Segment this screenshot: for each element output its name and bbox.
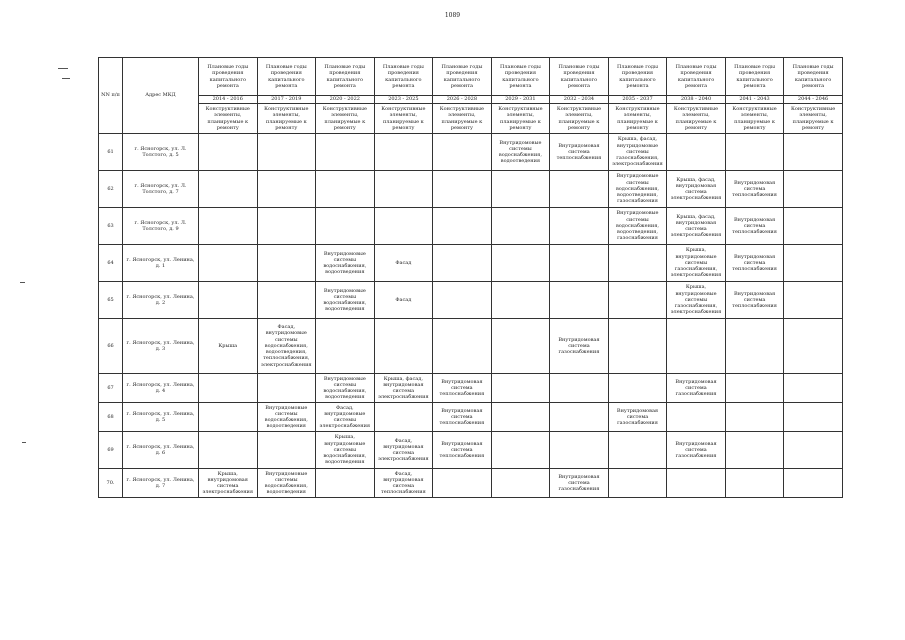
schedule-cell: Внутридомовые системы водоснабжения, водоотведения, газоснабжения: [608, 171, 667, 208]
header-period-years: 2044 - 2046: [784, 96, 843, 104]
schedule-cell: [491, 171, 550, 208]
header-elements-label: Конструктивные элементы, планируемые к ремонту: [374, 104, 433, 134]
table-row: [99, 134, 843, 171]
schedule-cell: [257, 134, 316, 171]
schedule-cell: Крыша, фасад, внутридомовая система электроснабжения: [374, 374, 433, 403]
schedule-cell: Внутридомовая система теплоснабжения: [433, 374, 492, 403]
schedule-cell: [199, 245, 258, 282]
schedule-cell: [784, 134, 843, 171]
schedule-cell: Внутридомовая система теплоснабжения: [433, 403, 492, 432]
header-elements-label: Конструктивные элементы, планируемые к ремонту: [784, 104, 843, 134]
table-row: [99, 432, 843, 469]
header-period-label: Плановые годы проведения капитального ремонта: [784, 58, 843, 96]
header-period-years: 2032 - 2034: [550, 96, 609, 104]
schedule-cell: [374, 319, 433, 374]
header-elements-label: Конструктивные элементы, планируемые к ремонту: [316, 104, 375, 134]
schedule-cell: [550, 374, 609, 403]
schedule-cell: Внутридомовые системы водоснабжения, водоотведения: [491, 134, 550, 171]
row-address: г. Ясногорск, ул. Ленина, д. 6: [123, 432, 199, 469]
schedule-cell: Фасад: [374, 282, 433, 319]
schedule-cell: [784, 403, 843, 432]
row-address: г. Ясногорск, ул. Ленина, д. 4: [123, 374, 199, 403]
schedule-cell: [374, 171, 433, 208]
schedule-cell: [316, 134, 375, 171]
schedule-cell: [784, 208, 843, 245]
schedule-cell: [199, 282, 258, 319]
schedule-cell: Внутридомовые системы водоснабжения, водоотведения: [257, 469, 316, 498]
schedule-cell: [491, 208, 550, 245]
schedule-cell: Внутридомовая система газоснабжения: [667, 432, 726, 469]
schedule-cell: [374, 208, 433, 245]
schedule-cell: [550, 208, 609, 245]
row-number: 69: [99, 432, 123, 469]
header-period-years: 2020 - 2022: [316, 96, 375, 104]
table-row: [99, 374, 843, 403]
schedule-cell: [667, 403, 726, 432]
header-period-years: 2029 - 2031: [491, 96, 550, 104]
header-period-label: Плановые годы проведения капитального ремонта: [667, 58, 726, 96]
schedule-cell: [433, 319, 492, 374]
header-period-label: Плановые годы проведения капитального ремонта: [491, 58, 550, 96]
header-elements-label: Конструктивные элементы, планируемые к ремонту: [667, 104, 726, 134]
table-row: [99, 171, 843, 208]
schedule-cell: [550, 245, 609, 282]
header-period-years: 2014 - 2016: [199, 96, 258, 104]
schedule-cell: [550, 403, 609, 432]
schedule-cell: Фасад, внутридомовые системы электроснабжения: [316, 403, 375, 432]
schedule-cell: [725, 432, 784, 469]
capital-repair-schedule-table: [98, 57, 843, 498]
schedule-cell: Внутридомовая система теплоснабжения: [433, 432, 492, 469]
schedule-cell: [784, 245, 843, 282]
schedule-cell: [199, 403, 258, 432]
header-elements-label: Конструктивные элементы, планируемые к ремонту: [433, 104, 492, 134]
row-number: 65: [99, 282, 123, 319]
schedule-cell: Крыша, фасад, внутридомовые системы газоснабжения, электроснабжения: [608, 134, 667, 171]
schedule-cell: Внутридомовая система теплоснабжения: [725, 282, 784, 319]
header-period-label: Плановые годы проведения капитального ремонта: [725, 58, 784, 96]
schedule-cell: Крыша, внутридомовые системы водоснабжения, водоотведения: [316, 432, 375, 469]
schedule-cell: Внутридомовые системы водоснабжения, водоотведения: [316, 374, 375, 403]
schedule-cell: [199, 134, 258, 171]
header-period-years: 2041 - 2043: [725, 96, 784, 104]
header-period-label: Плановые годы проведения капитального ремонта: [316, 58, 375, 96]
schedule-cell: [725, 374, 784, 403]
schedule-cell: Внутридомовая система газоснабжения: [550, 469, 609, 498]
schedule-cell: [257, 374, 316, 403]
margin-mark: [62, 78, 70, 79]
header-elements-label: Конструктивные элементы, планируемые к ремонту: [725, 104, 784, 134]
header-address: Адрес МКД: [123, 58, 199, 134]
schedule-cell: [608, 469, 667, 498]
schedule-cell: Крыша: [199, 319, 258, 374]
schedule-cell: [374, 403, 433, 432]
schedule-cell: [784, 171, 843, 208]
schedule-cell: [433, 134, 492, 171]
table-row: [99, 403, 843, 432]
schedule-cell: [491, 245, 550, 282]
schedule-cell: [608, 432, 667, 469]
schedule-cell: [725, 319, 784, 374]
row-number: 68: [99, 403, 123, 432]
row-address: г. Ясногорск, ул. Ленина, д. 3: [123, 319, 199, 374]
row-address: г. Ясногорск, ул. Ленина, д. 5: [123, 403, 199, 432]
header-period-label: Плановые годы проведения капитального ремонта: [550, 58, 609, 96]
header-period-label: Плановые годы проведения капитального ремонта: [374, 58, 433, 96]
schedule-cell: Внутридомовая система газоснабжения: [608, 403, 667, 432]
row-address: г. Ясногорск, ул. Л. Толстого, д. 7: [123, 171, 199, 208]
schedule-cell: [316, 319, 375, 374]
header-elements-label: Конструктивные элементы, планируемые к ремонту: [550, 104, 609, 134]
header-period-label: Плановые годы проведения капитального ремонта: [199, 58, 258, 96]
table-row: [99, 469, 843, 498]
schedule-cell: [491, 432, 550, 469]
schedule-cell: [667, 469, 726, 498]
row-address: г. Ясногорск, ул. Ленина, д. 1: [123, 245, 199, 282]
schedule-cell: [784, 432, 843, 469]
margin-mark: [58, 68, 68, 69]
page-number: 1089: [444, 12, 461, 19]
schedule-cell: [257, 245, 316, 282]
header-period-years: 2017 - 2019: [257, 96, 316, 104]
header-period-years: 2026 - 2028: [433, 96, 492, 104]
schedule-cell: [433, 469, 492, 498]
schedule-cell: [433, 208, 492, 245]
row-number: 62: [99, 171, 123, 208]
row-number: 67: [99, 374, 123, 403]
schedule-cell: [491, 469, 550, 498]
schedule-cell: [667, 134, 726, 171]
header-period-years: 2023 - 2025: [374, 96, 433, 104]
header-elements-label: Конструктивные элементы, планируемые к ремонту: [491, 104, 550, 134]
schedule-cell: [725, 134, 784, 171]
row-address: г. Ясногорск, ул. Ленина, д. 7: [123, 469, 199, 498]
schedule-cell: Фасад, внутридомовая система электроснабжения: [374, 432, 433, 469]
row-address: г. Ясногорск, ул. Л. Толстого, д. 5: [123, 134, 199, 171]
schedule-cell: Внутридомовая система газоснабжения: [667, 374, 726, 403]
schedule-cell: Внутридомовая система теплоснабжения: [725, 208, 784, 245]
table-row: [99, 245, 843, 282]
row-address: г. Ясногорск, ул. Л. Толстого, д. 9: [123, 208, 199, 245]
margin-mark: [20, 282, 25, 283]
schedule-cell: [199, 171, 258, 208]
row-number: 61: [99, 134, 123, 171]
schedule-cell: Крыша, внутридомовая система электроснабжения: [199, 469, 258, 498]
schedule-cell: Внутридомовые системы водоснабжения, водоотведения: [257, 403, 316, 432]
header-period-years: 2035 - 2037: [608, 96, 667, 104]
schedule-cell: [433, 282, 492, 319]
schedule-cell: Крыша, фасад, внутридомовая система электроснабжения: [667, 171, 726, 208]
schedule-cell: [257, 432, 316, 469]
header-elements-label: Конструктивные элементы, планируемые к ремонту: [608, 104, 667, 134]
schedule-cell: Внутридомовая система газоснабжения: [550, 319, 609, 374]
schedule-cell: [257, 171, 316, 208]
schedule-cell: [608, 282, 667, 319]
schedule-cell: [433, 245, 492, 282]
schedule-cell: Крыша, фасад, внутридомовая система электроснабжения: [667, 208, 726, 245]
schedule-cell: [725, 403, 784, 432]
table-row: [99, 208, 843, 245]
schedule-cell: [491, 282, 550, 319]
schedule-cell: [199, 208, 258, 245]
row-number: 66: [99, 319, 123, 374]
schedule-cell: [433, 171, 492, 208]
schedule-cell: Фасад: [374, 245, 433, 282]
header-period-label: Плановые годы проведения капитального ремонта: [608, 58, 667, 96]
table-row: [99, 319, 843, 374]
schedule-cell: [550, 432, 609, 469]
schedule-cell: Внутридомовая система теплоснабжения: [550, 134, 609, 171]
schedule-cell: [784, 319, 843, 374]
schedule-cell: [199, 432, 258, 469]
schedule-cell: Крыша, внутридомовые системы газоснабжения, электроснабжения: [667, 282, 726, 319]
schedule-cell: [784, 374, 843, 403]
schedule-cell: [199, 374, 258, 403]
row-address: г. Ясногорск, ул. Ленина, д. 2: [123, 282, 199, 319]
schedule-cell: Фасад, внутридомовые системы водоснабжения, водоотведения, теплоснабжения, электроснабжения: [257, 319, 316, 374]
schedule-cell: [550, 171, 609, 208]
row-number: 63: [99, 208, 123, 245]
schedule-cell: Внутридомовые системы водоснабжения, водоотведения: [316, 245, 375, 282]
schedule-cell: Внутридомовая система теплоснабжения: [725, 171, 784, 208]
schedule-cell: [374, 134, 433, 171]
schedule-cell: [316, 171, 375, 208]
schedule-cell: Внутридомовые системы водоснабжения, водоотведения, газоснабжения: [608, 208, 667, 245]
header-period-label: Плановые годы проведения капитального ремонта: [257, 58, 316, 96]
schedule-cell: Внутридомовые системы водоснабжения, водоотведения: [316, 282, 375, 319]
schedule-cell: [784, 469, 843, 498]
schedule-cell: [608, 374, 667, 403]
schedule-cell: [257, 208, 316, 245]
row-number: 70.: [99, 469, 123, 498]
schedule-cell: [491, 403, 550, 432]
schedule-cell: [491, 319, 550, 374]
schedule-cell: [784, 282, 843, 319]
schedule-cell: [725, 469, 784, 498]
schedule-cell: Крыша, внутридомовые системы газоснабжения, электроснабжения: [667, 245, 726, 282]
margin-mark: [22, 442, 26, 443]
header-period-years: 2038 - 2040: [667, 96, 726, 104]
schedule-cell: [667, 319, 726, 374]
schedule-cell: [257, 282, 316, 319]
schedule-cell: [550, 282, 609, 319]
header-nn: NN п/п: [99, 58, 123, 134]
header-period-label: Плановые годы проведения капитального ремонта: [433, 58, 492, 96]
schedule-cell: [608, 245, 667, 282]
schedule-cell: [316, 208, 375, 245]
schedule-cell: Внутридомовая система теплоснабжения: [725, 245, 784, 282]
header-elements-label: Конструктивные элементы, планируемые к ремонту: [257, 104, 316, 134]
schedule-cell: Фасад, внутридомовая система теплоснабжения: [374, 469, 433, 498]
header-elements-label: Конструктивные элементы, планируемые к ремонту: [199, 104, 258, 134]
row-number: 64: [99, 245, 123, 282]
schedule-cell: [491, 374, 550, 403]
table-row: [99, 282, 843, 319]
schedule-cell: [316, 469, 375, 498]
schedule-cell: [608, 319, 667, 374]
